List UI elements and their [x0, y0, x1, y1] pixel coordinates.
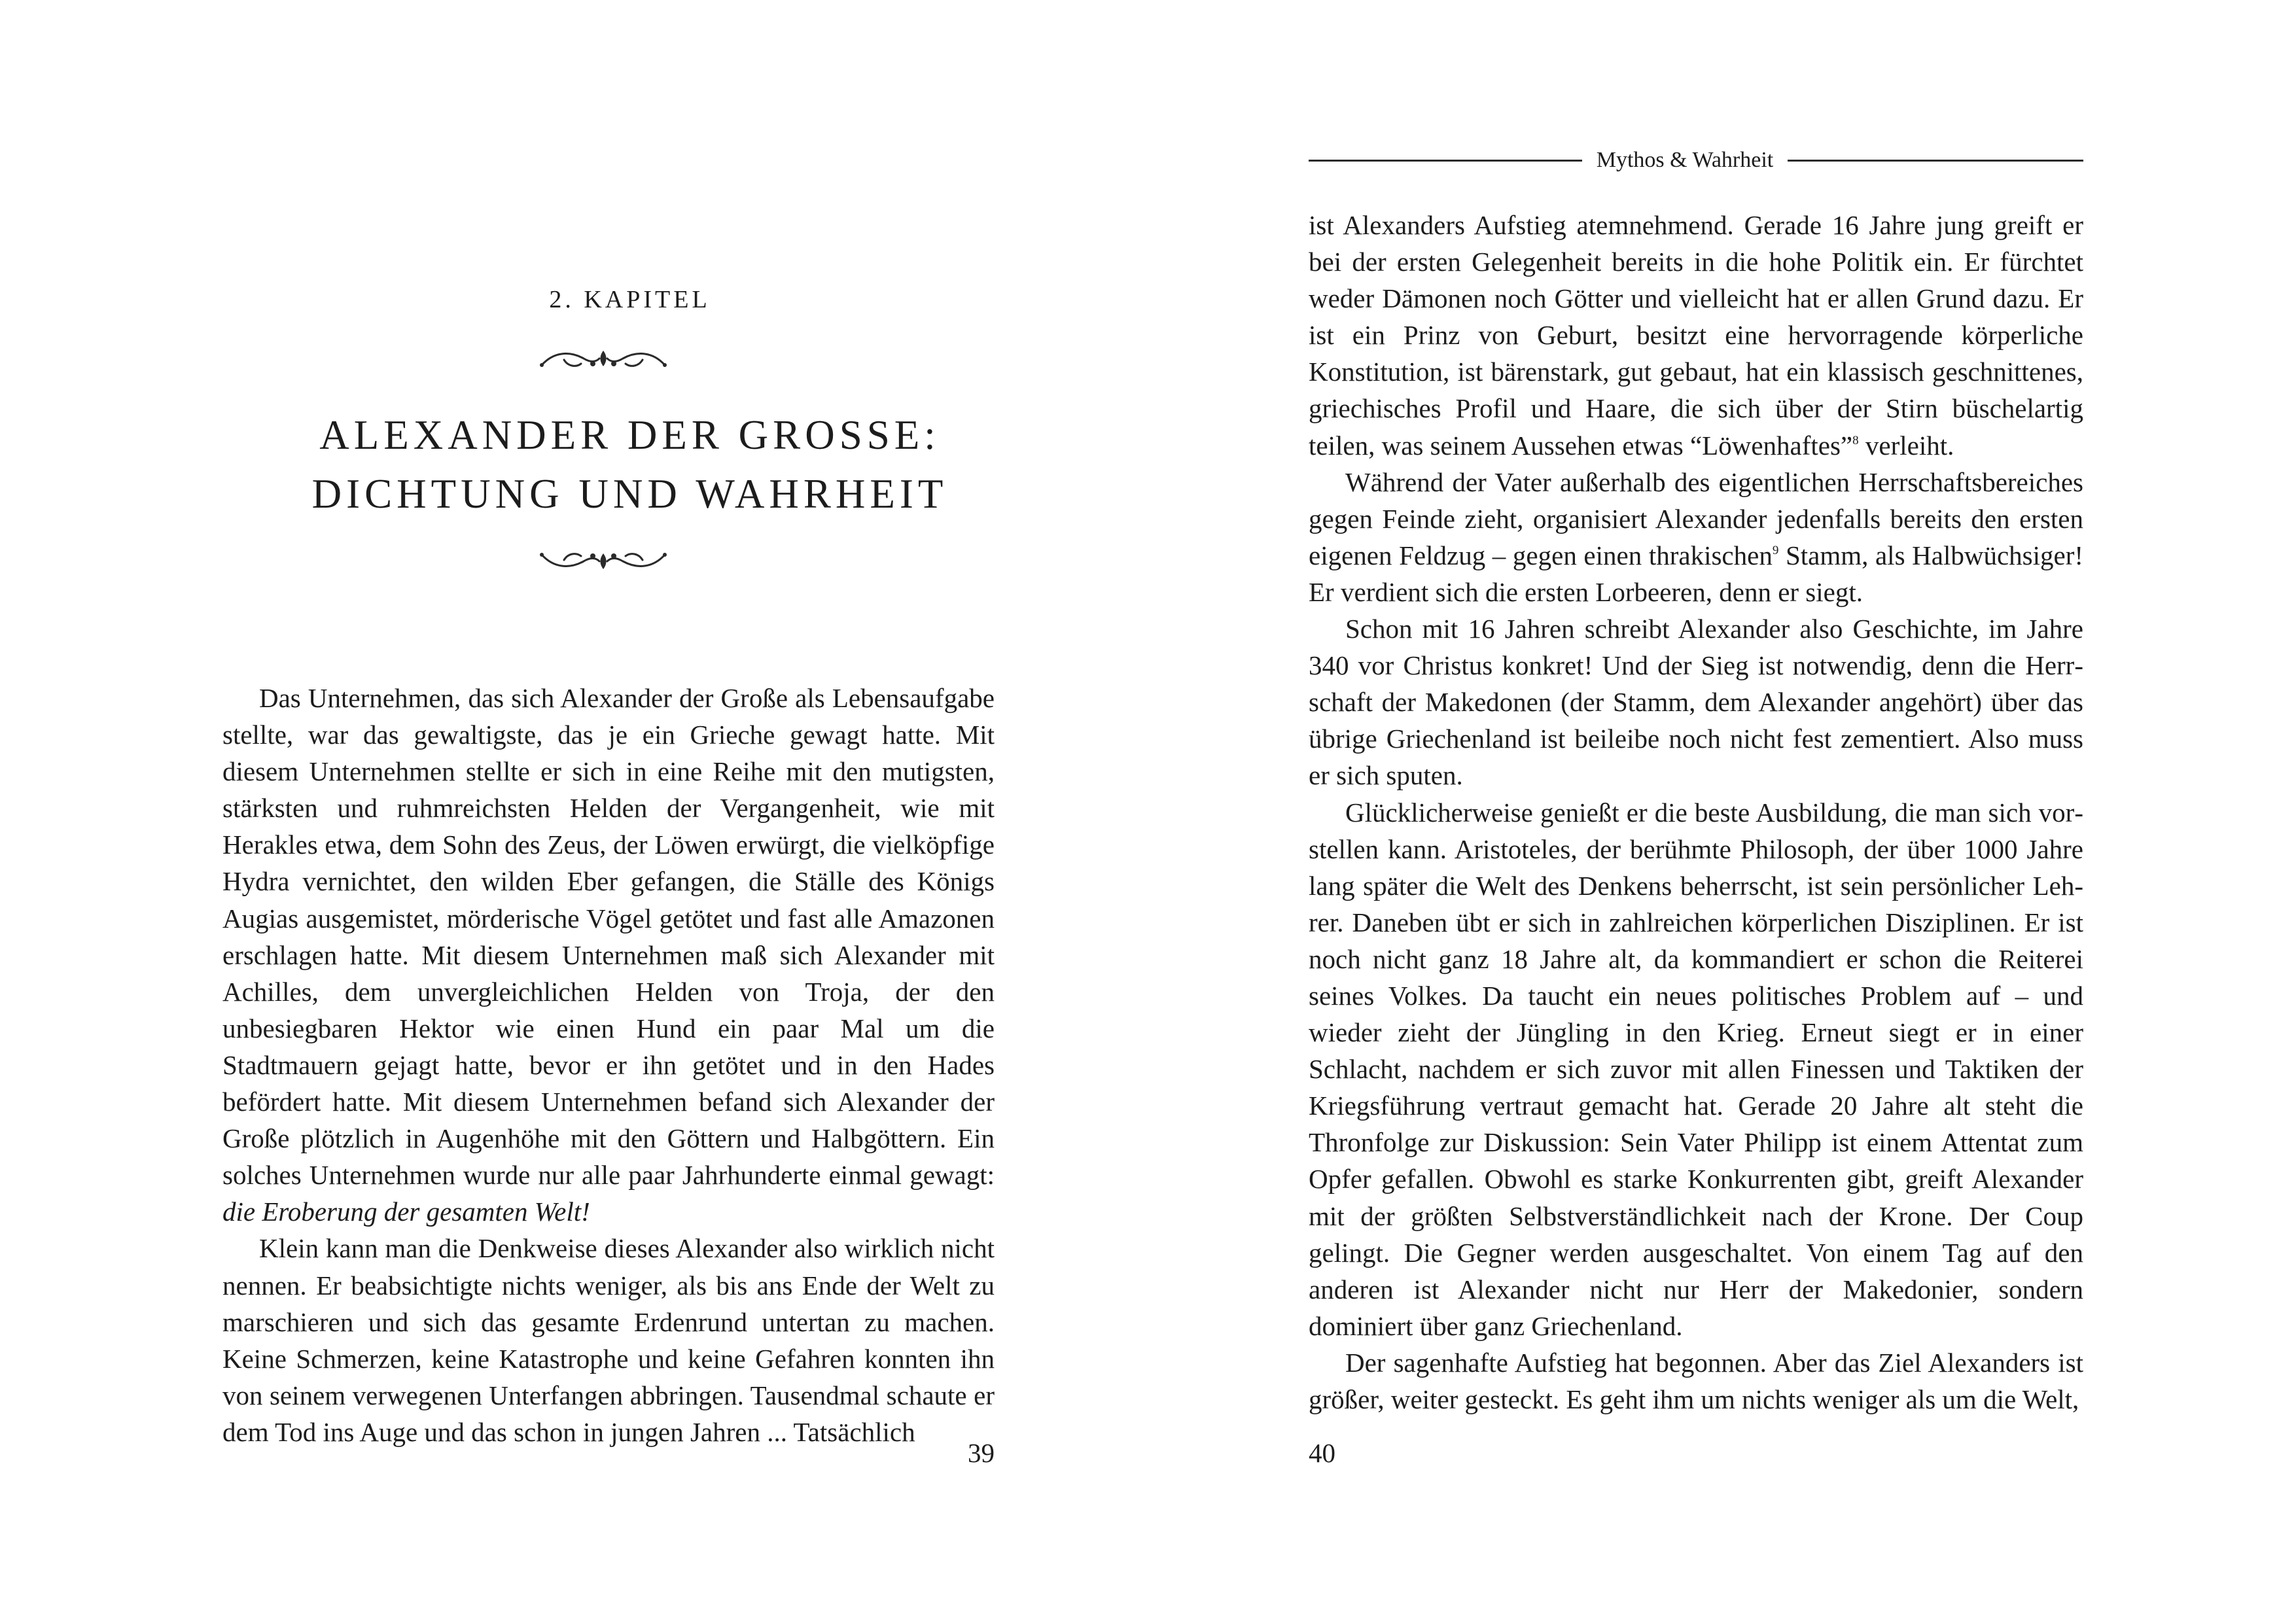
page-number: 40 — [1309, 1438, 1335, 1468]
footnote-marker: 8 — [1852, 433, 1859, 447]
chapter-title-line-2: DICHTUNG UND WAHRHEIT — [311, 471, 948, 517]
left-body-text — [222, 680, 995, 1450]
paragraph: Glücklicherweise genießt er die beste Ausbildung, die man sich vorstellen kann. Aristoteles, der berühmte Philosoph, der über 1000 Jahre lang später die Welt des Denkens beherrscht, ist sein persönlicher Lehrer. Daneben übt er sich in zahlreichen körperlichen Disziplinen. Er ist noch nicht ganz 18 Jahre alt, da kommandiert er schon die Reiterei seines Volkes. Da taucht ein neues politisches Problem auf – und wieder zieht der Jüngling in den Krieg. Erneut siegt er in einer Schlacht, nachdem er sich zuvor mit allen Finessen und Taktiken der Kriegsführung vertraut gemacht hat. Gerade 20 Jahre alt steht die Thronfolge zur Diskussion: Sein Vater Philipp ist einem Attentat zum Opfer gefallen. Obwohl es starke Konkurrenten gibt, greift Alexander mit der größten Selbstverständlichkeit nach der Krone. Der Coup gelingt. Die Gegner werden ausgeschaltet. Von einem Tag auf den anderen ist Alexander nicht nur Herr der Makedonier, sondern dominiert über ganz Griechenland. — [1309, 797, 2083, 1341]
flourish-ornament-icon — [538, 345, 669, 374]
right-page — [1148, 0, 2296, 1623]
flourish-ornament-icon — [538, 546, 669, 574]
paragraph: Der sagenhafte Aufstieg hat begonnen. Aber das Ziel Alexanders ist größer, weiter gesteckt. Es geht ihm um nichts weniger als um die Welt, — [1309, 1347, 2083, 1414]
page-number: 39 — [968, 1438, 995, 1468]
emphasis-text: die Eroberung der gesamten Welt! — [222, 1196, 590, 1227]
paragraph: Schon mit 16 Jahren schreibt Alexander also Geschichte, im Jahre 340 vor Christus konkret! Und der Sieg ist notwendig, denn die Herrschaft der Makedonen (der Stamm, dem Alexander angehört) über das übrige Griechenland ist beileibe noch nicht fest zementiert. Also muss er sich sputen. — [1309, 614, 2083, 791]
header-rule — [1309, 160, 1582, 162]
header-rule — [1788, 160, 2083, 162]
footnote-marker: 9 — [1772, 543, 1779, 557]
chapter-label: 2. KAPITEL — [549, 286, 711, 313]
running-header — [1309, 144, 2083, 177]
running-header-title: Mythos & Wahrheit — [1596, 148, 1774, 172]
paragraph: ist Alexanders Aufstieg atemnehmend. Gerade 16 Jahre jung greift er bei der ersten Gelegenheit bereits in die hohe Politik ein. Er fürchtet weder Dämonen noch Götter und vielleicht hat er allen Grund dazu. Er ist ein Prinz von Geburt, besitzt eine hervorragende körperliche Konstitution, ist bärenstark, gut gebaut, hat ein klassisch geschnittenes, griechisches Profil und Haare, die sich über der Stirn büschelartig teilen, was seinem Aussehen etwas “Löwenhaftes”$^8$ verleiht. — [1309, 210, 2083, 461]
right-body-text — [1309, 207, 2083, 1418]
chapter-title-line-1: ALEXANDER DER GROSSE: — [319, 412, 940, 458]
paragraph: Klein kann man die Denkweise dieses Alexander also wirklich nicht nennen. Er beabsichtigte nichts weniger, als bis ans Ende der Welt zu marschieren und sich das gesamte Erdenrund untertan zu machen. Keine Schmerzen, keine Katastrophe und keine Gefahren konnten ihn von seinem verwegenen Unterfangen abbringen. Tausendmal schaute er dem Tod ins Auge und das schon in jungen Jahren ... Tatsächlich — [222, 1233, 995, 1447]
chapter-title — [216, 406, 1044, 523]
paragraph: Das Unternehmen, das sich Alexander der Große als Lebensaufgabe stellte, war das gewaltigste, das je ein Grieche gewagt hatte. Mit diesem Unternehmen stellte er sich in eine Reihe mit den mutigsten, stärksten und ruhmreichsten Helden der Vergangenheit, wie mit Herakles etwa, dem Sohn des Zeus, der Löwen erwürgt, die vielköpfige Hydra vernichtet, den wilden Eber gefangen, die Ställe des Königs Augias ausgemistet, mörderische Vögel getötet und fast alle Amazonen erschlagen hatte. Mit diesem Unternehmen maß sich Alexander mit Achilles, dem unvergleichlichen Helden von Troja, der den unbesiegbaren Hektor wie einen Hund ein paar Mal um die Stadtmauern gejagt hatte, bevor er ihn getötet und in den Hades befördert hatte. Mit diesem Unternehmen befand sich Alexander der Große plötzlich in Augenhöhe mit den Göttern und Halbgöttern. Ein solches Unternehmen wurde nur alle paar Jahrhunderte einmal gewagt: die Eroberung der gesamten Welt! — [222, 683, 995, 1227]
paragraph: Während der Vater außerhalb des eigentlichen Herrschaftsbereiches gegen Feinde zieht, organisiert Alexander jedenfalls bereits den ersten eigenen Feldzug – gegen einen thrakischen$^9$ Stamm, als Halbwüchsiger! Er verdient sich die ersten Lorbeeren, denn er siegt. — [1309, 466, 2083, 607]
